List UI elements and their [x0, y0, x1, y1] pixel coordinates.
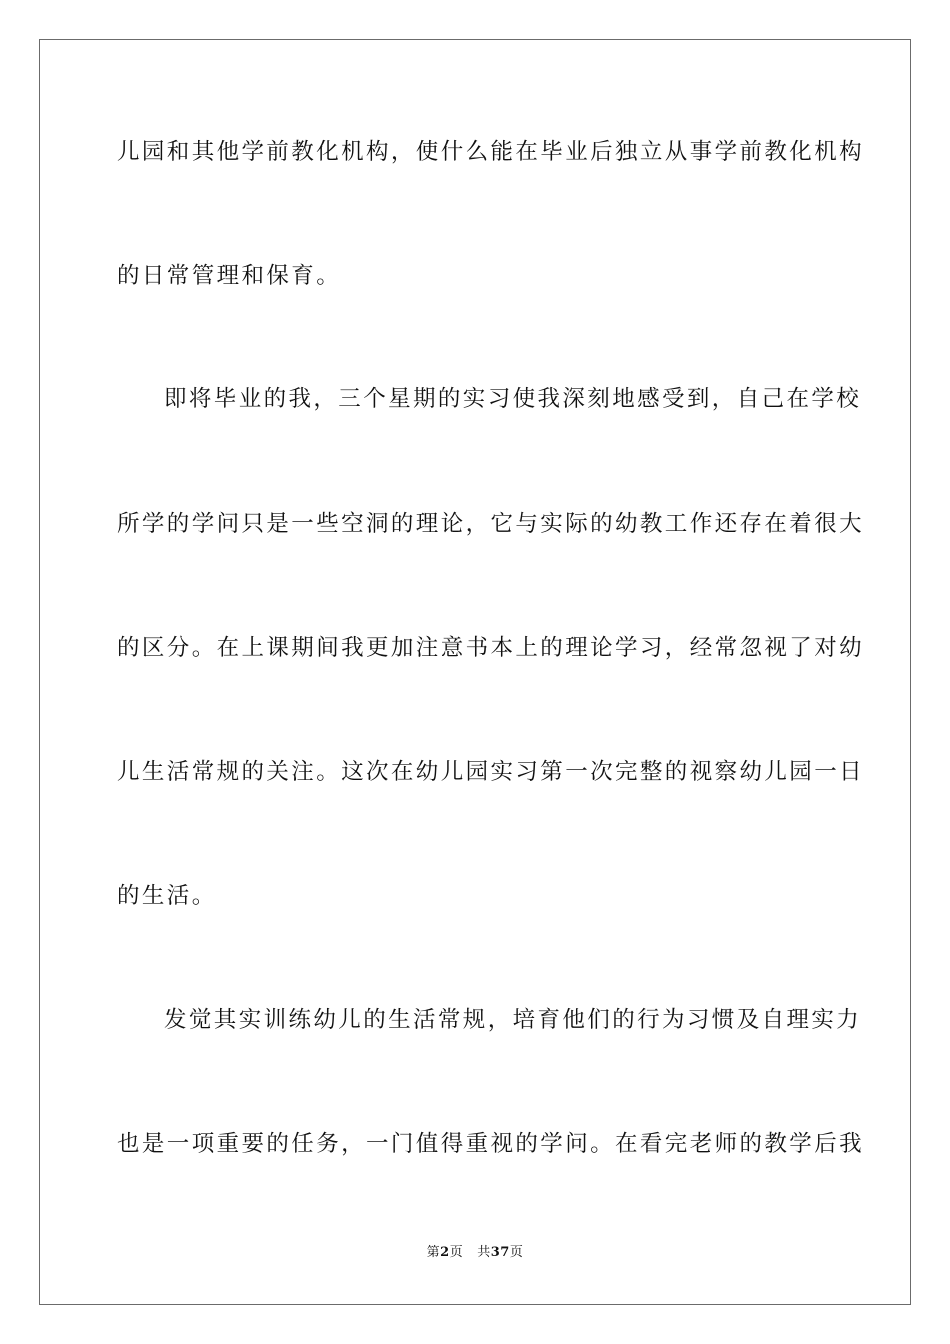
- footer-page-number: 2: [440, 1245, 450, 1260]
- footer-page-suffix: 页: [449, 1245, 464, 1260]
- text-line-9: 也是一项重要的任务，一门值得重视的学问。在看完老师的教学后我: [117, 1131, 865, 1157]
- footer-total-suffix: 页: [509, 1245, 524, 1260]
- text-line-6: 儿生活常规的关注。这次在幼儿园实习第一次完整的视察幼儿园一日: [117, 759, 865, 785]
- footer-page-prefix: 第: [426, 1245, 441, 1260]
- page-border: [39, 39, 911, 1305]
- text-line-2: 的日常管理和保育。: [117, 263, 342, 289]
- footer-total-pages: 37: [490, 1245, 510, 1260]
- text-line-5: 的区分。在上课期间我更加注意书本上的理论学习，经常忽视了对幼: [117, 635, 865, 661]
- text-line-8-paragraph-start: 发觉其实训练幼儿的生活常规，培育他们的行为习惯及自理实力: [164, 1007, 862, 1033]
- text-line-3-paragraph-start: 即将毕业的我，三个星期的实习使我深刻地感受到，自己在学校: [164, 386, 862, 412]
- footer-total-prefix: 共: [477, 1245, 491, 1260]
- text-line-7: 的生活。: [117, 883, 217, 909]
- page-footer: [0, 1245, 950, 1261]
- text-line-4: 所学的学问只是一些空洞的理论，它与实际的幼教工作还存在着很大: [117, 511, 865, 537]
- text-line-1: 儿园和其他学前教化机构，使什么能在毕业后独立从事学前教化机构: [117, 139, 865, 165]
